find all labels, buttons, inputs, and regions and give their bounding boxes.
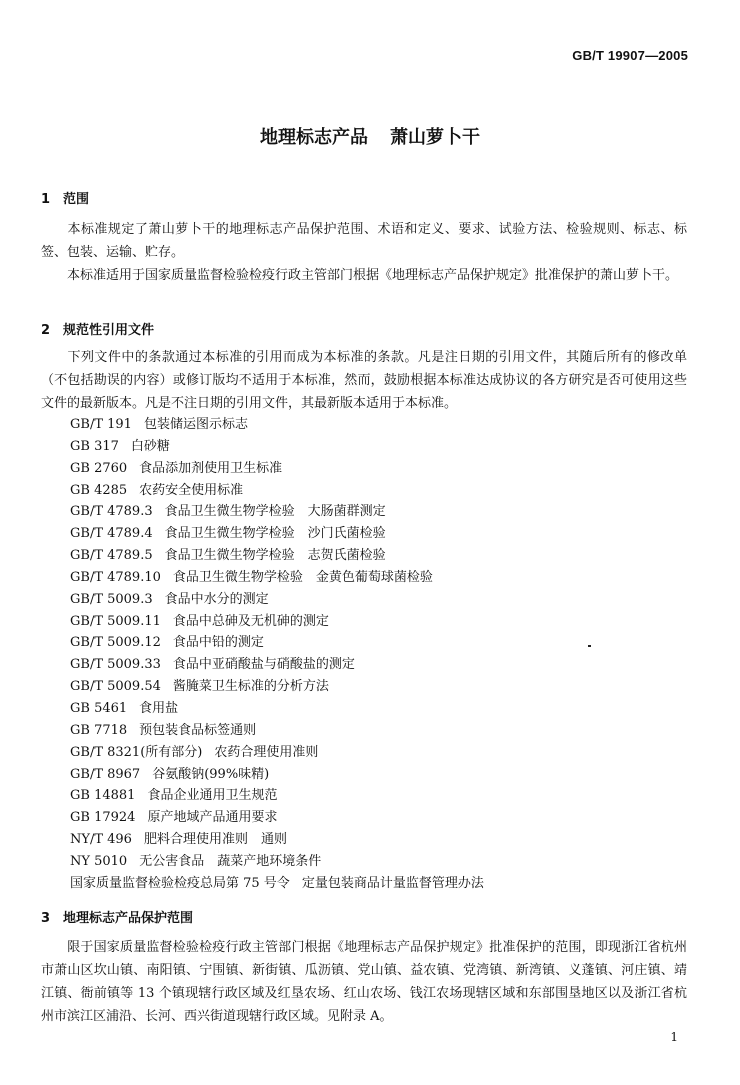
reference-item — [70, 829, 484, 851]
reference-code: GB/T 4789.10 — [70, 569, 161, 585]
reference-item — [70, 764, 484, 786]
reference-item — [70, 698, 484, 720]
reference-code: GB/T 8321(所有部分) — [70, 744, 203, 760]
reference-item — [70, 851, 484, 873]
section-3-paragraph-1 — [41, 936, 687, 1028]
reference-name: 无公害食品 蔬菜产地环境条件 — [139, 853, 322, 869]
section-1-heading — [41, 188, 89, 207]
reference-name: 食品卫生微生物学检验 金黄色葡萄球菌检验 — [172, 569, 433, 585]
reference-item — [70, 654, 484, 676]
reference-code: GB/T 5009.3 — [70, 591, 153, 607]
section-1-paragraph-2-text: 本标准适用于国家质量监督检验检疫行政主管部门根据《地理标志产品保护规定》批准保护的萧山萝卜干。 — [67, 268, 679, 283]
section-1-number: 1 — [41, 192, 51, 207]
reference-item — [70, 480, 484, 502]
reference-name: 食用盐 — [139, 700, 179, 716]
section-1-paragraph-1-text: 本标准规定了萧山萝卜干的地理标志产品保护范围、术语和定义、要求、试验方法、检验规则、标志、标签、包装、运输、贮存。 — [41, 222, 687, 260]
reference-item — [70, 458, 484, 480]
reference-name: 食品中铅的测定 — [172, 635, 264, 651]
section-2-paragraph-1-text: 下列文件中的条款通过本标准的引用而成为本标准的条款。凡是注日期的引用文件，其随后所有的修改单（不包括勘误的内容）或修订版均不适用于本标准，然而，鼓励根据本标准达成协议的各方研究是否可使用这些文件的最新版本。凡是不注日期的引用文件，其最新版本适用于本标准。 — [41, 350, 687, 411]
reference-code: NY/T 496 — [70, 832, 132, 848]
reference-item — [70, 589, 484, 611]
reference-name: 食品卫生微生物学检验 沙门氏菌检验 — [164, 526, 386, 542]
reference-code: GB 7718 — [70, 722, 128, 738]
reference-item — [70, 632, 484, 654]
section-3-number: 3 — [41, 911, 51, 926]
reference-code: GB/T 191 — [70, 417, 132, 432]
reference-item — [70, 414, 484, 436]
title-part-1: 地理标志产品 — [260, 127, 368, 148]
reference-name: 酱腌菜卫生标准的分析方法 — [172, 679, 329, 695]
section-2-number: 2 — [41, 323, 51, 338]
section-2-paragraph-1 — [41, 346, 687, 415]
reference-item — [70, 873, 484, 895]
section-1-title: 范围 — [63, 192, 90, 207]
reference-item — [70, 523, 484, 545]
reference-list — [70, 414, 484, 895]
reference-name: 包装储运图示标志 — [143, 417, 248, 432]
section-1-paragraph-2 — [41, 264, 687, 287]
reference-name: 预包装食品标签通则 — [139, 722, 257, 738]
reference-code: GB/T 5009.33 — [70, 657, 161, 673]
reference-item — [70, 545, 484, 567]
reference-code: GB/T 8967 — [70, 766, 141, 782]
reference-item — [70, 785, 484, 807]
reference-name: 食品中水分的测定 — [164, 591, 269, 607]
reference-item — [70, 807, 484, 829]
standard-code: GB/T 19907—2005 — [572, 48, 688, 63]
reference-code: GB/T 4789.3 — [70, 504, 153, 520]
section-1-paragraph-1 — [41, 218, 687, 264]
reference-code: GB/T 5009.11 — [70, 613, 161, 629]
reference-code: GB 14881 — [70, 788, 136, 804]
reference-name: 食品卫生微生物学检验 志贺氏菌检验 — [164, 548, 386, 564]
reference-name: 食品中亚硝酸盐与硝酸盐的测定 — [172, 657, 355, 673]
reference-code: GB 317 — [70, 438, 119, 454]
reference-code: NY 5010 — [70, 853, 128, 869]
reference-name: 食品卫生微生物学检验 大肠菌群测定 — [164, 504, 386, 520]
reference-name: 食品企业通用卫生规范 — [147, 788, 278, 804]
reference-name: 定量包装商品计量监督管理办法 — [301, 875, 484, 891]
reference-name: 原产地域产品通用要求 — [147, 810, 278, 826]
reference-item — [70, 676, 484, 698]
reference-item — [70, 720, 484, 742]
reference-item — [70, 567, 484, 589]
reference-name: 肥料合理使用准则 通则 — [143, 832, 287, 848]
reference-code: GB 2760 — [70, 460, 128, 476]
section-2-heading — [41, 319, 154, 338]
scan-artifact-dot — [588, 645, 591, 647]
reference-name: 农药合理使用准则 — [214, 744, 319, 760]
document-title — [0, 123, 740, 149]
reference-name: 食品添加剂使用卫生标准 — [139, 460, 283, 476]
reference-item — [70, 742, 484, 764]
reference-name: 食品中总砷及无机砷的测定 — [172, 613, 329, 629]
title-part-2: 萧山萝卜干 — [390, 127, 480, 148]
reference-code: GB 17924 — [70, 810, 136, 826]
reference-code: GB/T 5009.12 — [70, 635, 161, 651]
reference-code: 国家质量监督检验检疫总局第 75 号令 — [70, 875, 290, 891]
section-3-heading — [41, 907, 193, 926]
reference-name: 谷氨酸钠(99%味精) — [152, 766, 270, 782]
reference-code: GB/T 4789.5 — [70, 548, 153, 564]
reference-item — [70, 436, 484, 458]
reference-code: GB/T 4789.4 — [70, 526, 153, 542]
reference-name: 农药安全使用标准 — [139, 482, 244, 498]
section-3-title: 地理标志产品保护范围 — [63, 911, 194, 926]
reference-item — [70, 501, 484, 523]
section-2-title: 规范性引用文件 — [63, 323, 155, 338]
reference-code: GB/T 5009.54 — [70, 679, 161, 695]
reference-code: GB 4285 — [70, 482, 128, 498]
page-number: 1 — [670, 1030, 678, 1044]
reference-name: 白砂糖 — [130, 438, 170, 454]
reference-item — [70, 611, 484, 633]
reference-code: GB 5461 — [70, 700, 128, 716]
section-3-paragraph-1-text: 限于国家质量监督检验检疫行政主管部门根据《地理标志产品保护规定》批准保护的范围，即现浙江省杭州市萧山区坎山镇、南阳镇、宁围镇、新街镇、瓜沥镇、党山镇、益农镇、党湾镇、新湾镇、义蓬镇、河庄镇、靖江镇、衙前镇等 13 个镇现辖行政区域及红垦农场、红山农场、钱江农场现辖区域和东部围垦地区以及浙江省杭州市滨江区浦沿、长河、西兴街道现辖行政区域。见附录 A。 — [41, 940, 687, 1024]
